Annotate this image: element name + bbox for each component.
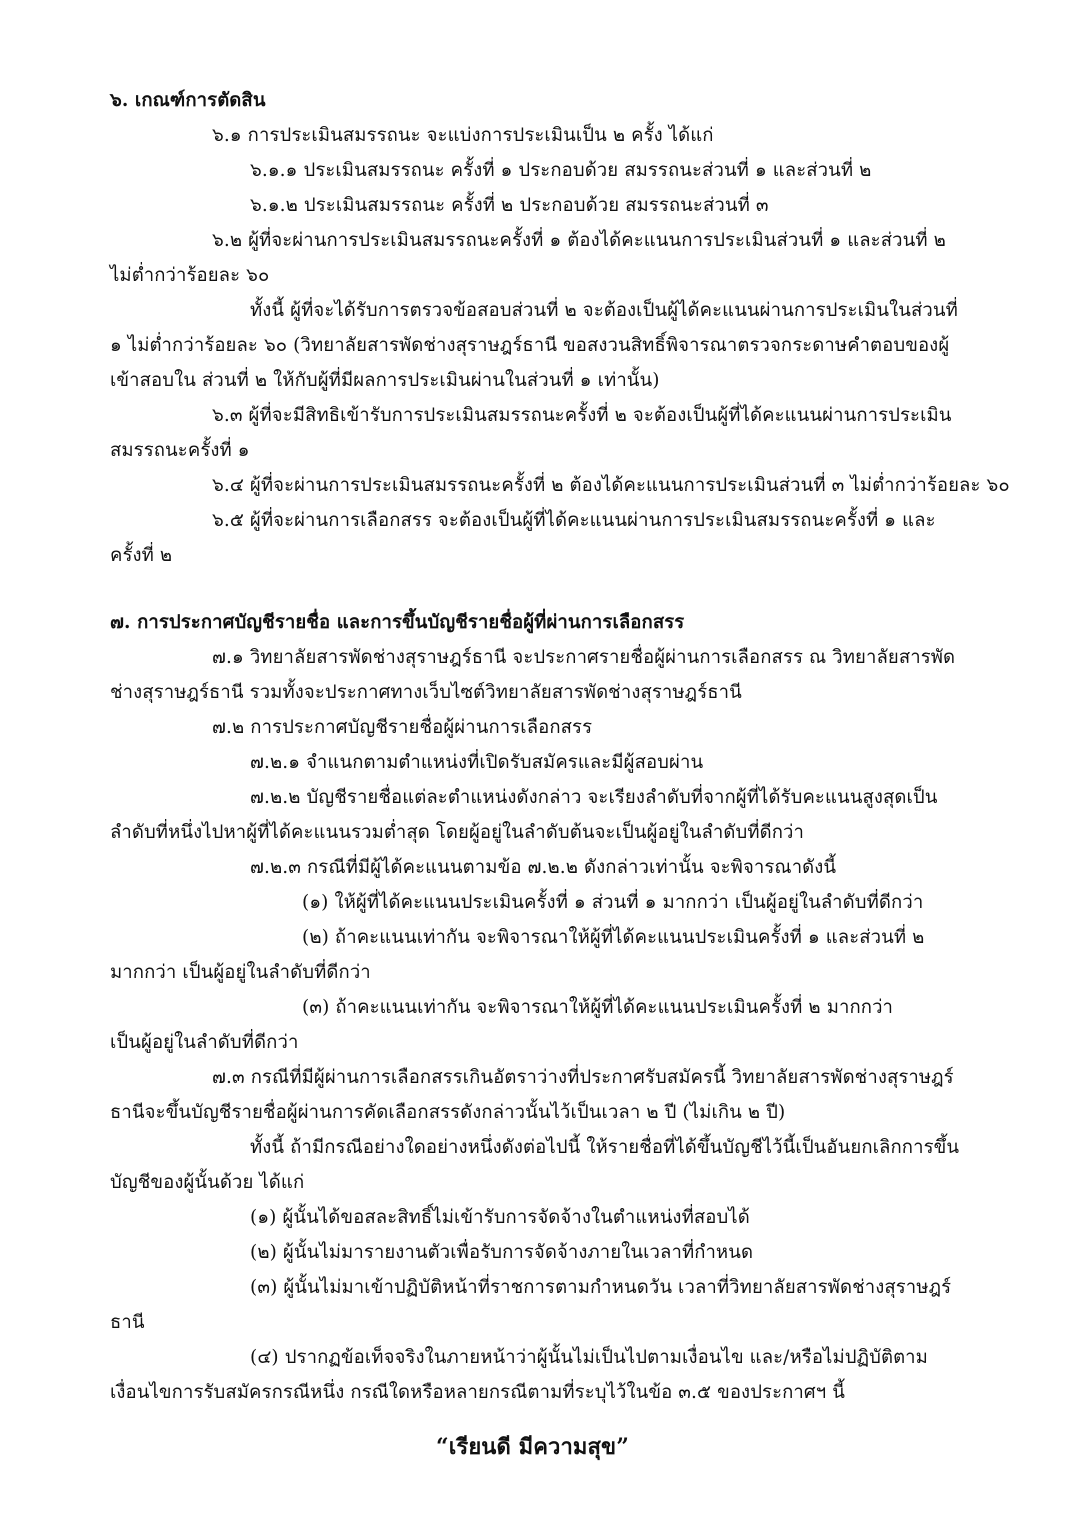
clause-6-3-line-2: สมรรถนะครั้งที่ ๑ xyxy=(110,440,250,461)
clause-7-1-line-2: ช่างสุราษฎร์ธานี รวมทั้งจะประกาศทางเว็บไซต์วิทยาลัยสารพัดช่างสุราษฎร์ธานี xyxy=(110,682,742,703)
cancel-condition-4-line-2: เงื่อนไขการรับสมัครกรณีหนึ่ง กรณีใดหรือหลายกรณีตามที่ระบุไว้ในข้อ ๓.๕ ของประกาศฯ นี้ xyxy=(110,1382,845,1403)
section-6-heading: ๖. เกณฑ์การตัดสิน xyxy=(110,90,266,111)
clause-7-2-3-item-3-line-1: (๓) ถ้าคะแนนเท่ากัน จะพิจารณาให้ผู้ที่ได้คะแนนประเมินครั้งที่ ๒ มากกว่า xyxy=(302,997,894,1018)
clause-6-5-line-2: ครั้งที่ ๒ xyxy=(110,545,173,566)
clause-6-2-line-2: ไม่ต่ำกว่าร้อยละ ๖๐ xyxy=(110,265,270,286)
clause-6-2-note-line-3: เข้าสอบใน ส่วนที่ ๒ ให้กับผู้ที่มีผลการประเมินผ่านในส่วนที่ ๑ เท่านั้น) xyxy=(110,370,660,391)
clause-7-2-3-item-3-line-2: เป็นผู้อยู่ในลำดับที่ดีกว่า xyxy=(110,1032,299,1053)
clause-6-1: ๖.๑ การประเมินสมรรถนะ จะแบ่งการประเมินเป็น ๒ ครั้ง ได้แก่ xyxy=(212,125,714,146)
clause-7-3-line-2: ธานีจะขึ้นบัญชีรายชื่อผู้ผ่านการคัดเลือกสรรดังกล่าวนั้นไว้เป็นเวลา ๒ ปี (ไม่เกิน ๒ ปี) xyxy=(110,1102,786,1123)
clause-6-2-note-line-1: ทั้งนี้ ผู้ที่จะได้รับการตรวจข้อสอบส่วนที่ ๒ จะต้องเป็นผู้ได้คะแนนผ่านการประเมินในส่วนที่ xyxy=(250,300,958,321)
clause-6-4: ๖.๔ ผู้ที่จะผ่านการประเมินสมรรถนะครั้งที่ ๒ ต้องได้คะแนนการประเมินส่วนที่ ๓ ไม่ต่ำกว่าร้อยละ ๖๐ xyxy=(212,475,1010,496)
clause-6-1-2: ๖.๑.๒ ประเมินสมรรถนะ ครั้งที่ ๒ ประกอบด้วย สมรรถนะส่วนที่ ๓ xyxy=(250,195,769,216)
cancel-condition-4-line-1: (๔) ปรากฏข้อเท็จจริงในภายหน้าว่าผู้นั้นไม่เป็นไปตามเงื่อนไข และ/หรือไม่ปฏิบัติตาม xyxy=(250,1347,928,1368)
clause-6-2-line-1: ๖.๒ ผู้ที่จะผ่านการประเมินสมรรถนะครั้งที่ ๑ ต้องได้คะแนนการประเมินส่วนที่ ๑ และส่วนที่ ๒ xyxy=(212,230,946,251)
clause-7-3-line-1: ๗.๓ กรณีที่มีผู้ผ่านการเลือกสรรเกินอัตราว่างที่ประกาศรับสมัครนี้ วิทยาลัยสารพัดช่างสุราษฎร์ xyxy=(212,1067,954,1088)
clause-7-2-1: ๗.๒.๑ จำแนกตามตำแหน่งที่เปิดรับสมัครและมีผู้สอบผ่าน xyxy=(250,752,704,773)
clause-7-2-3-item-1: (๑) ให้ผู้ที่ได้คะแนนประเมินครั้งที่ ๑ ส่วนที่ ๑ มากกว่า เป็นผู้อยู่ในลำดับที่ดีกว่า xyxy=(302,892,924,913)
clause-6-3-line-1: ๖.๓ ผู้ที่จะมีสิทธิเข้ารับการประเมินสมรรถนะครั้งที่ ๒ จะต้องเป็นผู้ที่ได้คะแนนผ่านการประเมิน xyxy=(212,405,952,426)
clause-7-1-line-1: ๗.๑ วิทยาลัยสารพัดช่างสุราษฎร์ธานี จะประกาศรายชื่อผู้ผ่านการเลือกสรร ณ วิทยาลัยสารพัด xyxy=(212,647,956,668)
cancel-condition-3-line-1: (๓) ผู้นั้นไม่มาเข้าปฏิบัติหน้าที่ราชการตามกำหนดวัน เวลาที่วิทยาลัยสารพัดช่างสุราษฎร์ xyxy=(250,1277,952,1298)
section-7-heading: ๗. การประกาศบัญชีรายชื่อ และการขึ้นบัญชีรายชื่อผู้ที่ผ่านการเลือกสรร xyxy=(110,612,685,633)
clause-7-2-2-line-2: ลำดับที่หนึ่งไปหาผู้ที่ได้คะแนนรวมต่ำสุด โดยผู้อยู่ในลำดับต้นจะเป็นผู้อยู่ในลำดับที่ดีกว่า xyxy=(110,822,805,843)
college-motto: “เรียนดี มีความสุข” xyxy=(436,1434,629,1460)
clause-6-1-1: ๖.๑.๑ ประเมินสมรรถนะ ครั้งที่ ๑ ประกอบด้วย สมรรถนะส่วนที่ ๑ และส่วนที่ ๒ xyxy=(250,160,872,181)
clause-6-5-line-1: ๖.๕ ผู้ที่จะผ่านการเลือกสรร จะต้องเป็นผู้ที่ได้คะแนนผ่านการประเมินสมรรถนะครั้งที่ ๑ และ xyxy=(212,510,936,531)
clause-7-2-3-item-2-line-2: มากกว่า เป็นผู้อยู่ในลำดับที่ดีกว่า xyxy=(110,962,371,983)
clause-7-2-3: ๗.๒.๓ กรณีที่มีผู้ได้คะแนนตามข้อ ๗.๒.๒ ดังกล่าวเท่านั้น จะพิจารณาดังนี้ xyxy=(250,857,837,878)
clause-7-2-3-item-2-line-1: (๒) ถ้าคะแนนเท่ากัน จะพิจารณาให้ผู้ที่ได้คะแนนประเมินครั้งที่ ๑ และส่วนที่ ๒ xyxy=(302,927,925,948)
cancel-condition-1: (๑) ผู้นั้นได้ขอสละสิทธิ์ไม่เข้ารับการจัดจ้างในตำแหน่งที่สอบได้ xyxy=(250,1207,750,1228)
clause-7-2-2-line-1: ๗.๒.๒ บัญชีรายชื่อแต่ละตำแหน่งดังกล่าว จะเรียงลำดับที่จากผู้ที่ได้รับคะแนนสูงสุดเป็น xyxy=(250,787,938,808)
clause-7-3-note-line-1: ทั้งนี้ ถ้ามีกรณีอย่างใดอย่างหนึ่งดังต่อไปนี้ ให้รายชื่อที่ได้ขึ้นบัญชีไว้นี้เป็นอันยกเลิกการขึ้น xyxy=(250,1137,960,1158)
clause-7-3-note-line-2: บัญชีของผู้นั้นด้วย ได้แก่ xyxy=(110,1172,305,1193)
cancel-condition-2: (๒) ผู้นั้นไม่มารายงานตัวเพื่อรับการจัดจ้างภายในเวลาที่กำหนด xyxy=(250,1242,754,1263)
clause-7-2: ๗.๒ การประกาศบัญชีรายชื่อผู้ผ่านการเลือกสรร xyxy=(212,717,593,738)
cancel-condition-3-line-2: ธานี xyxy=(110,1312,145,1333)
clause-6-2-note-line-2: ๑ ไม่ต่ำกว่าร้อยละ ๖๐ (วิทยาลัยสารพัดช่างสุราษฎร์ธานี ขอสงวนสิทธิ์พิจารณาตรวจกระดาษคำตอบของผู้ xyxy=(110,335,950,356)
